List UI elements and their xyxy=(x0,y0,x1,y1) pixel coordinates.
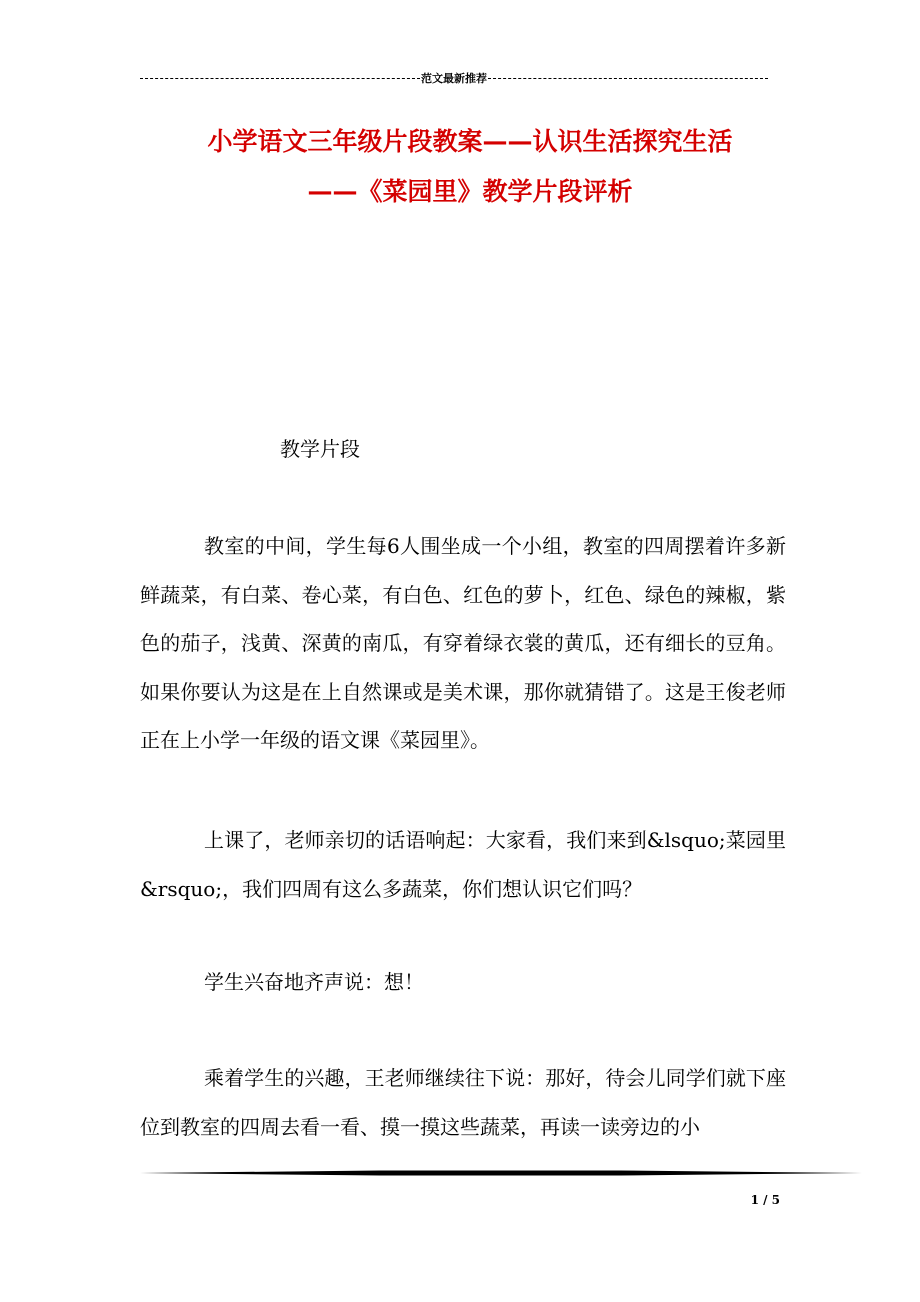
header-dash-left xyxy=(140,78,420,79)
page-header xyxy=(140,70,768,86)
body-paragraph-3: 学生兴奋地齐声说：想！ xyxy=(204,970,424,994)
body-paragraph-1: 教室的中间，学生每6人围坐成一个小组，教室的四周摆着许多新鲜蔬菜，有白菜、卷心菜，有白色、红色的萝卜，红色、绿色的辣椒，紫色的茄子，浅黄、深黄的南瓜，有穿着绿衣裳的黄瓜，还有细长的豆角。如果你要认为这是在上自然课或是美术课，那你就猜错了。这是王俊老师正在上小学一年级的语文课《菜园里》。 xyxy=(140,534,786,752)
body-paragraph-4: 乘着学生的兴趣，王老师继续往下说：那好，待会儿同学们就下座位到教室的四周去看一看、摸一摸这些蔬菜，再读一读旁边的小 xyxy=(140,1066,786,1139)
header-dash-right xyxy=(488,78,768,79)
document-title-line-2: ——《菜园里》教学片段评析 xyxy=(307,177,633,206)
document-title-line-1: 小学语文三年级片段教案——认识生活探究生活 xyxy=(207,127,733,156)
header-label: 范文最新推荐 xyxy=(421,72,487,85)
body-paragraph-2: 上课了，老师亲切的话语响起：大家看，我们来到&lsquo;菜园里&rsquo;，我们四周有这么多蔬菜，你们想认识它们吗？ xyxy=(140,828,786,901)
page-number: 1 / 5 xyxy=(750,1193,780,1207)
section-heading: 教学片段 xyxy=(280,437,360,461)
footer-rule xyxy=(140,1169,862,1177)
